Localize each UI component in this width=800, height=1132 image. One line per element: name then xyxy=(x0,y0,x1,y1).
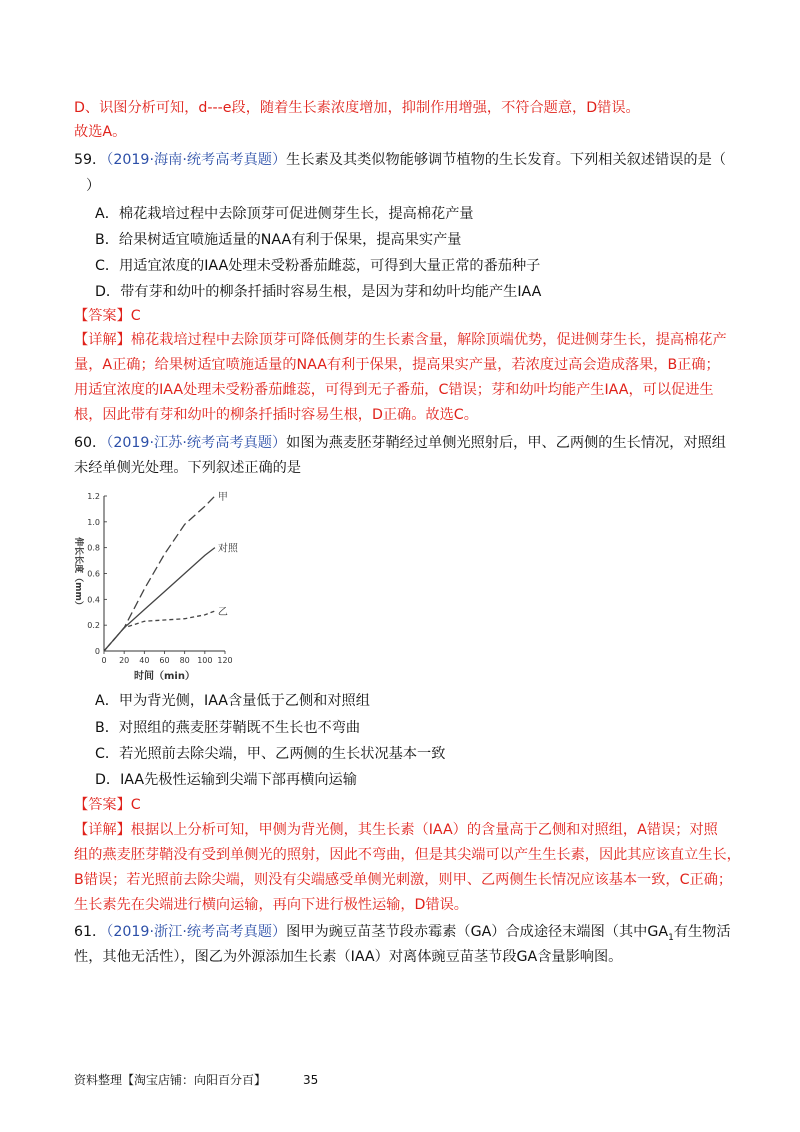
q60-option-d: D．IAA先极性运输到尖端下部再横向运输 xyxy=(95,772,357,788)
q61-source: （2019·浙江·统考高考真题） xyxy=(106,924,287,940)
series-label-甲: 甲 xyxy=(217,492,228,503)
x-tick-label: 100 xyxy=(197,656,213,665)
q60-answer: 【答案】C xyxy=(74,797,141,813)
q59-source: （2019·海南·统考高考真题） xyxy=(106,152,287,168)
y-tick-label: 0.4 xyxy=(87,595,100,605)
x-tick-label: 120 xyxy=(217,656,233,665)
series-label-对照: 对照 xyxy=(217,543,238,555)
q61-stem xyxy=(74,922,760,948)
y-tick-label: 0.8 xyxy=(87,543,100,553)
q60-source: （2019·江苏·统考高考真题） xyxy=(106,435,287,451)
y-tick-label: 0.6 xyxy=(87,569,100,579)
y-tick-label: 0.2 xyxy=(87,621,100,631)
q59-stem xyxy=(74,150,760,170)
q61-number: 61． xyxy=(74,924,107,940)
q60-number: 60． xyxy=(74,435,107,451)
q61-stem-text-b: 有生物活 xyxy=(673,924,731,940)
q60-detail-2: 组的燕麦胚芽鞘没有受到单侧光的照射，因此不弯曲，但是其尖端可以产生生长素，因此其应该直立生长， xyxy=(74,847,741,863)
q60-detail-4: 生长素先在尖端进行横向运输，再向下进行极性运输，D错误。 xyxy=(74,897,468,913)
q59-stem-text: 生长素及其类似物能够调节植物的生长发育。下列相关叙述错误的是（ xyxy=(286,152,726,168)
footer-source: 资料整理【淘宝店铺：向阳百分百】 xyxy=(74,1073,267,1087)
q59-detail-2: 量，A正确；给果树适宜喷施适量的NAA有利于保果，提高果实产量，若浓度过高会造成落果，B正确； xyxy=(74,357,720,373)
x-tick-label: 20 xyxy=(119,656,130,665)
x-axis-title: 时间（min） xyxy=(134,671,195,682)
y-axis-title: 伸长长度（mm） xyxy=(73,537,83,610)
y-tick-label: 1.2 xyxy=(87,492,100,501)
growth-line-chart xyxy=(60,486,250,686)
q59-option-d: D．带有芽和幼叶的柳条扦插时容易生根，是因为芽和幼叶均能产生IAA xyxy=(95,284,542,300)
q59-detail-1: 【详解】棉花栽培过程中去除顶芽可降低侧芽的生长素含量，解除顶端优势，促进侧芽生长，提高棉花产 xyxy=(74,332,727,348)
series-line-甲 xyxy=(104,496,215,651)
q59-answer: 【答案】C xyxy=(74,308,141,324)
q60-stem xyxy=(74,433,760,453)
q59-option-a: A．棉花栽培过程中去除顶芽可促进侧芽生长，提高棉花产量 xyxy=(95,206,474,222)
x-tick-label: 0 xyxy=(101,656,107,665)
series-label-乙: 乙 xyxy=(217,606,228,618)
q59-detail-3: 用适宜浓度的IAA处理未受粉番茄雌蕊，可得到无子番茄，C错误；芽和幼叶均能产生IAA，可以促进生 xyxy=(74,382,714,398)
page-number: 35 xyxy=(303,1073,319,1087)
prev-d-analysis: D、识图分析可知，d---e段，随着生长素浓度增加，抑制作用增强，不符合题意，D错误。 xyxy=(74,100,640,116)
chart-axes xyxy=(104,496,225,651)
q60-stem-cont: 未经单侧光处理。下列叙述正确的是 xyxy=(74,460,302,476)
q59-option-c: C．用适宜浓度的IAA处理未受粉番茄雌蕊，可得到大量正常的番茄种子 xyxy=(95,258,541,274)
q61-stem-cont: 性，其他无活性），图乙为外源添加生长素（IAA）对离体豌豆苗茎节段GA含量影响图。 xyxy=(74,949,623,965)
x-tick-label: 60 xyxy=(159,656,170,665)
q60-option-c: C．若光照前去除尖端，甲、乙两侧的生长状况基本一致 xyxy=(95,746,446,762)
q60-detail-3: B错误；若光照前去除尖端，则没有尖端感受单侧光刺激，则甲、乙两侧生长情况应该基本一致，C正确； xyxy=(74,872,733,888)
q59-number: 59． xyxy=(74,152,107,168)
q59-stem-cont: ） xyxy=(86,178,101,194)
x-tick-label: 80 xyxy=(179,656,190,665)
chart-ticks xyxy=(87,492,232,665)
chart-series xyxy=(104,496,215,651)
y-tick-label: 0 xyxy=(94,647,100,656)
y-tick-label: 1.0 xyxy=(87,517,100,527)
q61-stem-text-a: 图甲为豌豆苗茎节段赤霉素（GA）合成途径末端图（其中GA xyxy=(286,924,669,940)
q60-option-a: A．甲为背光侧，IAA含量低于乙侧和对照组 xyxy=(95,693,370,709)
q60-option-b: B．对照组的燕麦胚芽鞘既不生长也不弯曲 xyxy=(95,720,361,736)
q59-option-b: B．给果树适宜喷施适量的NAA有利于保果，提高果实产量 xyxy=(95,232,462,248)
prev-choice: 故选A。 xyxy=(74,124,127,140)
q60-stem-text: 如图为燕麦胚芽鞘经过单侧光照射后，甲、乙两侧的生长情况，对照组 xyxy=(286,435,726,451)
q59-detail-4: 根，因此带有芽和幼叶的柳条扦插时容易生根，D正确。故选C。 xyxy=(74,407,478,423)
x-tick-label: 40 xyxy=(139,656,150,665)
q61-subscript: 1 xyxy=(668,932,674,943)
q60-detail-1: 【详解】根据以上分析可知，甲侧为背光侧，其生长素（IAA）的含量高于乙侧和对照组，A错误；对照 xyxy=(74,822,718,838)
